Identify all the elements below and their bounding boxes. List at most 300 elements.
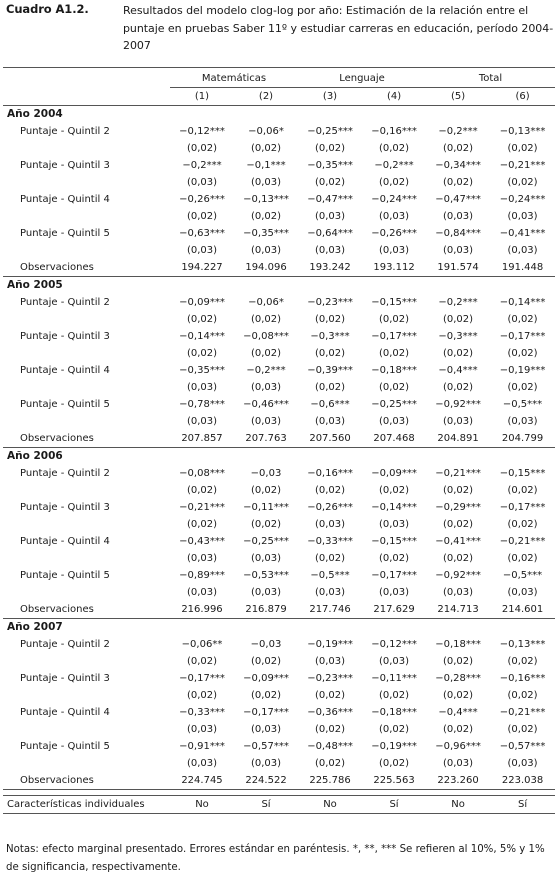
standard-error-cell: (0,03) bbox=[250, 245, 282, 256]
table-row bbox=[3, 670, 555, 687]
table-row-se bbox=[3, 721, 555, 738]
row-label: Puntaje - Quintil 4 bbox=[20, 365, 110, 376]
standard-error-cell: (0,03) bbox=[378, 211, 410, 222]
standard-error-cell: (0,02) bbox=[186, 143, 218, 154]
standard-error-cell: (0,03) bbox=[507, 758, 538, 769]
year-label: Año 2004 bbox=[7, 108, 63, 120]
observations-cell: 224.745 bbox=[170, 772, 234, 790]
row-label: Puntaje - Quintil 5 bbox=[20, 399, 110, 410]
table-row-se bbox=[3, 140, 555, 157]
row-label: Puntaje - Quintil 2 bbox=[20, 639, 110, 650]
standard-error-cell: (0,03) bbox=[442, 587, 474, 598]
header-group-row bbox=[3, 68, 555, 88]
standard-error-cell: (0,02) bbox=[314, 758, 346, 769]
standard-error-cell: (0,03) bbox=[186, 177, 218, 188]
coefficient-cell: −0,08*** bbox=[243, 331, 289, 342]
coefficient-cell: −0,3*** bbox=[310, 331, 350, 342]
observations-row bbox=[3, 772, 555, 790]
standard-error-cell: (0,03) bbox=[250, 177, 282, 188]
coefficient-cell: −0,6*** bbox=[310, 399, 350, 410]
standard-error-cell: (0,02) bbox=[186, 690, 218, 701]
table-row bbox=[3, 465, 555, 482]
coefficient-cell: −0,47*** bbox=[307, 194, 353, 205]
table-caption bbox=[6, 2, 554, 66]
standard-error-cell: (0,02) bbox=[507, 519, 538, 530]
standard-error-cell: (0,03) bbox=[507, 245, 538, 256]
standard-error-cell: (0,02) bbox=[507, 382, 538, 393]
coefficient-cell: −0,4*** bbox=[438, 707, 478, 718]
coefficient-cell: −0,4*** bbox=[438, 365, 478, 376]
table-row-se bbox=[3, 413, 555, 430]
coefficient-cell: −0,18*** bbox=[371, 707, 417, 718]
table-row bbox=[3, 567, 555, 584]
observations-label: Observaciones bbox=[3, 601, 170, 619]
coefficient-cell: −0,26*** bbox=[371, 228, 417, 239]
coefficient-cell: −0,57*** bbox=[243, 741, 289, 752]
coefficient-cell: −0,15*** bbox=[499, 468, 546, 479]
coefficient-cell: −0,03 bbox=[250, 639, 282, 650]
column-header: (6) bbox=[515, 91, 530, 102]
coefficient-cell: −0,89*** bbox=[179, 570, 225, 581]
standard-error-cell: (0,02) bbox=[442, 177, 474, 188]
standard-error-cell: (0,02) bbox=[186, 211, 218, 222]
coefficient-cell: −0,14*** bbox=[499, 297, 546, 308]
coefficient-cell: −0,19*** bbox=[307, 639, 353, 650]
standard-error-cell: (0,02) bbox=[507, 177, 538, 188]
coefficient-cell: −0,11*** bbox=[371, 673, 417, 684]
coefficient-cell: −0,78*** bbox=[179, 399, 225, 410]
table-row-se bbox=[3, 687, 555, 704]
observations-label: Observaciones bbox=[3, 772, 170, 790]
observations-row bbox=[3, 430, 555, 448]
year-section-header bbox=[3, 448, 555, 466]
coefficient-cell: −0,2*** bbox=[374, 160, 414, 171]
coefficient-cell: −0,13*** bbox=[499, 639, 546, 650]
standard-error-cell: (0,03) bbox=[186, 587, 218, 598]
standard-error-cell: (0,03) bbox=[442, 245, 474, 256]
group-header-matematicas: Matemáticas bbox=[170, 68, 298, 88]
characteristics-cell: Sí bbox=[490, 796, 555, 814]
standard-error-cell: (0,02) bbox=[507, 485, 538, 496]
coefficient-cell: −0,28*** bbox=[435, 673, 481, 684]
standard-error-cell: (0,03) bbox=[507, 587, 538, 598]
row-label: Puntaje - Quintil 2 bbox=[20, 297, 110, 308]
coefficient-cell: −0,12*** bbox=[371, 639, 417, 650]
standard-error-cell: (0,03) bbox=[378, 587, 410, 598]
coefficient-cell: −0,13*** bbox=[243, 194, 289, 205]
column-header: (1) bbox=[194, 91, 210, 102]
standard-error-cell: (0,02) bbox=[314, 314, 346, 325]
standard-error-cell: (0,03) bbox=[507, 211, 538, 222]
standard-error-cell: (0,02) bbox=[250, 485, 282, 496]
coefficient-cell: −0,64*** bbox=[307, 228, 353, 239]
coefficient-cell: −0,15*** bbox=[371, 536, 417, 547]
row-label-empty bbox=[3, 311, 170, 328]
standard-error-cell: (0,02) bbox=[378, 758, 410, 769]
row-label: Puntaje - Quintil 5 bbox=[20, 741, 110, 752]
row-label: Puntaje - Quintil 2 bbox=[20, 126, 110, 137]
standard-error-cell: (0,02) bbox=[378, 382, 410, 393]
row-label-empty bbox=[3, 516, 170, 533]
standard-error-cell: (0,03) bbox=[186, 245, 218, 256]
row-label: Puntaje - Quintil 4 bbox=[20, 707, 110, 718]
column-header: (4) bbox=[386, 91, 402, 102]
row-label-empty bbox=[3, 345, 170, 362]
standard-error-cell: (0,02) bbox=[314, 724, 346, 735]
coefficient-cell: −0,2*** bbox=[438, 297, 478, 308]
row-label: Puntaje - Quintil 4 bbox=[20, 536, 110, 547]
table-row-se bbox=[3, 755, 555, 772]
standard-error-cell: (0,02) bbox=[442, 485, 474, 496]
coefficient-cell: −0,43*** bbox=[179, 536, 225, 547]
observations-cell: 207.560 bbox=[298, 430, 362, 448]
table-row bbox=[3, 294, 555, 311]
row-label-empty bbox=[3, 413, 170, 430]
table-row bbox=[3, 499, 555, 516]
observations-label: Observaciones bbox=[3, 259, 170, 277]
standard-error-cell: (0,03) bbox=[250, 553, 282, 564]
table-number: Cuadro A1.2. bbox=[6, 2, 89, 16]
standard-error-cell: (0,03) bbox=[314, 519, 346, 530]
standard-error-cell: (0,02) bbox=[186, 348, 218, 359]
standard-error-cell: (0,02) bbox=[507, 143, 538, 154]
standard-error-cell: (0,03) bbox=[442, 416, 474, 427]
standard-error-cell: (0,02) bbox=[250, 143, 282, 154]
characteristics-cell: No bbox=[170, 796, 234, 814]
row-label: Puntaje - Quintil 5 bbox=[20, 228, 110, 239]
coefficient-cell: −0,09*** bbox=[179, 297, 225, 308]
standard-error-cell: (0,02) bbox=[442, 690, 474, 701]
table-row-se bbox=[3, 208, 555, 225]
standard-error-cell: (0,03) bbox=[250, 724, 282, 735]
coefficient-cell: −0,14*** bbox=[371, 502, 417, 513]
coefficient-cell: −0,33*** bbox=[179, 707, 225, 718]
row-label: Puntaje - Quintil 3 bbox=[20, 502, 110, 513]
standard-error-cell: (0,03) bbox=[250, 382, 282, 393]
coefficient-cell: −0,18*** bbox=[435, 639, 481, 650]
coefficient-cell: −0,25*** bbox=[243, 536, 289, 547]
coefficient-cell: −0,92*** bbox=[435, 399, 481, 410]
coefficient-cell: −0,21*** bbox=[499, 160, 546, 171]
coefficient-cell: −0,18*** bbox=[371, 365, 417, 376]
table-row-se bbox=[3, 242, 555, 259]
standard-error-cell: (0,03) bbox=[378, 519, 410, 530]
table-row bbox=[3, 123, 555, 140]
table-row bbox=[3, 533, 555, 550]
row-label-empty bbox=[3, 755, 170, 772]
standard-error-cell: (0,02) bbox=[250, 519, 282, 530]
coefficient-cell: −0,14*** bbox=[179, 331, 225, 342]
coefficient-cell: −0,5*** bbox=[310, 570, 350, 581]
row-label-empty bbox=[3, 242, 170, 259]
coefficient-cell: −0,35*** bbox=[179, 365, 225, 376]
standard-error-cell: (0,03) bbox=[378, 245, 410, 256]
row-label-empty bbox=[3, 721, 170, 738]
coefficient-cell: −0,2*** bbox=[246, 365, 286, 376]
observations-cell: 204.799 bbox=[490, 430, 555, 448]
standard-error-cell: (0,02) bbox=[378, 485, 410, 496]
coefficient-cell: −0,16*** bbox=[371, 126, 417, 137]
table-row bbox=[3, 704, 555, 721]
standard-error-cell: (0,03) bbox=[250, 416, 282, 427]
header-column-row bbox=[3, 88, 555, 106]
standard-error-cell: (0,02) bbox=[442, 382, 474, 393]
standard-error-cell: (0,03) bbox=[186, 724, 218, 735]
standard-error-cell: (0,02) bbox=[442, 519, 474, 530]
coefficient-cell: −0,26*** bbox=[179, 194, 225, 205]
table-row-se bbox=[3, 174, 555, 191]
coefficient-cell: −0,96*** bbox=[435, 741, 481, 752]
standard-error-cell: (0,03) bbox=[250, 758, 282, 769]
coefficient-cell: −0,15*** bbox=[371, 297, 417, 308]
coefficient-cell: −0,1*** bbox=[246, 160, 286, 171]
observations-cell: 214.601 bbox=[490, 601, 555, 619]
coefficient-cell: −0,36*** bbox=[307, 707, 353, 718]
row-label-empty bbox=[3, 140, 170, 157]
row-label: Puntaje - Quintil 3 bbox=[20, 331, 110, 342]
row-label-empty bbox=[3, 653, 170, 670]
standard-error-cell: (0,03) bbox=[378, 416, 410, 427]
observations-cell: 223.260 bbox=[426, 772, 490, 790]
coefficient-cell: −0,35*** bbox=[307, 160, 353, 171]
standard-error-cell: (0,02) bbox=[378, 724, 410, 735]
coefficient-cell: −0,16*** bbox=[499, 673, 546, 684]
coefficient-cell: −0,17*** bbox=[179, 673, 225, 684]
coefficient-cell: −0,08*** bbox=[179, 468, 225, 479]
year-section-header bbox=[3, 106, 555, 124]
standard-error-cell: (0,02) bbox=[250, 690, 282, 701]
standard-error-cell: (0,02) bbox=[507, 314, 538, 325]
coefficient-cell: −0,48*** bbox=[307, 741, 353, 752]
year-label: Año 2007 bbox=[7, 621, 63, 633]
standard-error-cell: (0,02) bbox=[442, 348, 474, 359]
coefficient-cell: −0,5*** bbox=[502, 399, 543, 410]
table-row-se bbox=[3, 584, 555, 601]
row-label: Puntaje - Quintil 5 bbox=[20, 570, 110, 581]
coefficient-cell: −0,46*** bbox=[243, 399, 289, 410]
standard-error-cell: (0,03) bbox=[314, 211, 346, 222]
coefficient-cell: −0,17*** bbox=[243, 707, 289, 718]
observations-cell: 207.763 bbox=[234, 430, 298, 448]
coefficient-cell: −0,06** bbox=[181, 639, 223, 650]
coefficient-cell: −0,33*** bbox=[307, 536, 353, 547]
standard-error-cell: (0,03) bbox=[442, 211, 474, 222]
standard-error-cell: (0,02) bbox=[186, 314, 218, 325]
coefficient-cell: −0,21*** bbox=[499, 536, 546, 547]
coefficient-cell: −0,5*** bbox=[502, 570, 543, 581]
standard-error-cell: (0,02) bbox=[378, 348, 410, 359]
observations-cell: 225.563 bbox=[362, 772, 426, 790]
standard-error-cell: (0,02) bbox=[314, 143, 346, 154]
observations-cell: 194.096 bbox=[234, 259, 298, 277]
table-notes: Notas: efecto marginal presentado. Errores estándar en paréntesis. *, **, *** Se refieren al 10%, 5% y 1% de significancia, respectivamente. bbox=[6, 844, 545, 873]
observations-cell: 225.786 bbox=[298, 772, 362, 790]
table-row bbox=[3, 738, 555, 755]
coefficient-cell: −0,57*** bbox=[499, 741, 546, 752]
coefficient-cell: −0,3*** bbox=[438, 331, 478, 342]
coefficient-cell: −0,2*** bbox=[438, 126, 478, 137]
observations-cell: 216.996 bbox=[170, 601, 234, 619]
standard-error-cell: (0,03) bbox=[507, 416, 538, 427]
column-header: (2) bbox=[258, 91, 274, 102]
coefficient-cell: −0,21*** bbox=[499, 707, 546, 718]
standard-error-cell: (0,02) bbox=[250, 348, 282, 359]
table-row-se bbox=[3, 311, 555, 328]
table-row bbox=[3, 328, 555, 345]
standard-error-cell: (0,02) bbox=[378, 143, 410, 154]
standard-error-cell: (0,02) bbox=[507, 656, 538, 667]
standard-error-cell: (0,02) bbox=[442, 314, 474, 325]
coefficient-cell: −0,39*** bbox=[307, 365, 353, 376]
coefficient-cell: −0,29*** bbox=[435, 502, 481, 513]
standard-error-cell: (0,02) bbox=[507, 553, 538, 564]
coefficient-cell: −0,11*** bbox=[243, 502, 289, 513]
column-header: (3) bbox=[322, 91, 338, 102]
coefficient-cell: −0,63*** bbox=[179, 228, 225, 239]
coefficient-cell: −0,35*** bbox=[243, 228, 289, 239]
table-row-se bbox=[3, 482, 555, 499]
standard-error-cell: (0,02) bbox=[186, 519, 218, 530]
coefficient-cell: −0,34*** bbox=[435, 160, 481, 171]
coefficient-cell: −0,41*** bbox=[435, 536, 481, 547]
coefficient-cell: −0,09*** bbox=[243, 673, 289, 684]
standard-error-cell: (0,02) bbox=[250, 656, 282, 667]
coefficient-cell: −0,25*** bbox=[307, 126, 353, 137]
observations-cell: 193.112 bbox=[362, 259, 426, 277]
coefficient-cell: −0,19*** bbox=[499, 365, 546, 376]
standard-error-cell: (0,03) bbox=[186, 758, 218, 769]
row-label-empty bbox=[3, 584, 170, 601]
coefficient-cell: −0,17*** bbox=[499, 502, 546, 513]
observations-cell: 191.574 bbox=[426, 259, 490, 277]
standard-error-cell: (0,02) bbox=[186, 485, 218, 496]
standard-error-cell: (0,02) bbox=[378, 553, 410, 564]
standard-error-cell: (0,02) bbox=[442, 724, 474, 735]
table-row bbox=[3, 191, 555, 208]
table-row-se bbox=[3, 516, 555, 533]
coefficient-cell: −0,06* bbox=[248, 126, 284, 137]
row-label: Puntaje - Quintil 3 bbox=[20, 160, 110, 171]
observations-cell: 204.891 bbox=[426, 430, 490, 448]
observations-cell: 214.713 bbox=[426, 601, 490, 619]
coefficient-cell: −0,24*** bbox=[371, 194, 417, 205]
table-row bbox=[3, 225, 555, 242]
coefficient-cell: −0,19*** bbox=[371, 741, 417, 752]
coefficient-cell: −0,92*** bbox=[435, 570, 481, 581]
standard-error-cell: (0,02) bbox=[314, 177, 346, 188]
regression-table bbox=[3, 67, 555, 814]
standard-error-cell: (0,03) bbox=[378, 656, 410, 667]
row-label-empty bbox=[3, 208, 170, 225]
characteristics-cell: Sí bbox=[234, 796, 298, 814]
row-label-empty bbox=[3, 550, 170, 567]
coefficient-cell: −0,03 bbox=[250, 468, 282, 479]
table-row bbox=[3, 157, 555, 174]
table-row bbox=[3, 362, 555, 379]
observations-cell: 224.522 bbox=[234, 772, 298, 790]
standard-error-cell: (0,03) bbox=[186, 382, 218, 393]
coefficient-cell: −0,41*** bbox=[499, 228, 546, 239]
coefficient-cell: −0,23*** bbox=[307, 297, 353, 308]
coefficient-cell: −0,84*** bbox=[435, 228, 481, 239]
coefficient-cell: −0,24*** bbox=[499, 194, 546, 205]
row-label: Puntaje - Quintil 3 bbox=[20, 673, 110, 684]
coefficient-cell: −0,25*** bbox=[371, 399, 417, 410]
observations-cell: 223.038 bbox=[490, 772, 555, 790]
observations-label: Observaciones bbox=[3, 430, 170, 448]
standard-error-cell: (0,03) bbox=[314, 416, 346, 427]
row-label-empty bbox=[3, 174, 170, 191]
standard-error-cell: (0,02) bbox=[442, 553, 474, 564]
table-row bbox=[3, 636, 555, 653]
standard-error-cell: (0,02) bbox=[442, 656, 474, 667]
standard-error-cell: (0,03) bbox=[186, 416, 218, 427]
standard-error-cell: (0,02) bbox=[250, 211, 282, 222]
table-row-se bbox=[3, 345, 555, 362]
characteristics-cell: Sí bbox=[362, 796, 426, 814]
coefficient-cell: −0,26*** bbox=[307, 502, 353, 513]
coefficient-cell: −0,23*** bbox=[307, 673, 353, 684]
observations-cell: 217.746 bbox=[298, 601, 362, 619]
characteristics-label: Características individuales bbox=[3, 796, 170, 814]
column-header: (5) bbox=[450, 91, 466, 102]
year-label: Año 2005 bbox=[7, 279, 63, 291]
row-label: Puntaje - Quintil 2 bbox=[20, 468, 110, 479]
observations-cell: 216.879 bbox=[234, 601, 298, 619]
row-label-empty bbox=[3, 687, 170, 704]
observations-cell: 207.468 bbox=[362, 430, 426, 448]
standard-error-cell: (0,03) bbox=[314, 587, 346, 598]
observations-cell: 207.857 bbox=[170, 430, 234, 448]
row-label: Puntaje - Quintil 4 bbox=[20, 194, 110, 205]
table-row-se bbox=[3, 550, 555, 567]
standard-error-cell: (0,02) bbox=[314, 690, 346, 701]
coefficient-cell: −0,12*** bbox=[179, 126, 225, 137]
observations-cell: 193.242 bbox=[298, 259, 362, 277]
coefficient-cell: −0,09*** bbox=[371, 468, 417, 479]
characteristics-row bbox=[3, 796, 555, 814]
standard-error-cell: (0,02) bbox=[507, 690, 538, 701]
table-row bbox=[3, 396, 555, 413]
standard-error-cell: (0,03) bbox=[314, 656, 346, 667]
coefficient-cell: −0,17*** bbox=[371, 331, 417, 342]
observations-row bbox=[3, 259, 555, 277]
coefficient-cell: −0,16*** bbox=[307, 468, 353, 479]
standard-error-cell: (0,02) bbox=[314, 553, 346, 564]
group-header-total: Total bbox=[426, 68, 555, 88]
standard-error-cell: (0,03) bbox=[442, 758, 474, 769]
group-header-lenguaje: Lenguaje bbox=[298, 68, 426, 88]
observations-cell: 194.227 bbox=[170, 259, 234, 277]
characteristics-cell: No bbox=[298, 796, 362, 814]
standard-error-cell: (0,03) bbox=[186, 553, 218, 564]
standard-error-cell: (0,02) bbox=[378, 177, 410, 188]
table-row-se bbox=[3, 653, 555, 670]
standard-error-cell: (0,02) bbox=[378, 690, 410, 701]
coefficient-cell: −0,47*** bbox=[435, 194, 481, 205]
standard-error-cell: (0,03) bbox=[250, 587, 282, 598]
coefficient-cell: −0,91*** bbox=[179, 741, 225, 752]
observations-cell: 191.448 bbox=[490, 259, 555, 277]
coefficient-cell: −0,13*** bbox=[499, 126, 546, 137]
observations-row bbox=[3, 601, 555, 619]
table-row-se bbox=[3, 379, 555, 396]
standard-error-cell: (0,02) bbox=[314, 485, 346, 496]
standard-error-cell: (0,02) bbox=[442, 143, 474, 154]
row-label-empty bbox=[3, 482, 170, 499]
standard-error-cell: (0,02) bbox=[314, 348, 346, 359]
coefficient-cell: −0,17*** bbox=[371, 570, 417, 581]
